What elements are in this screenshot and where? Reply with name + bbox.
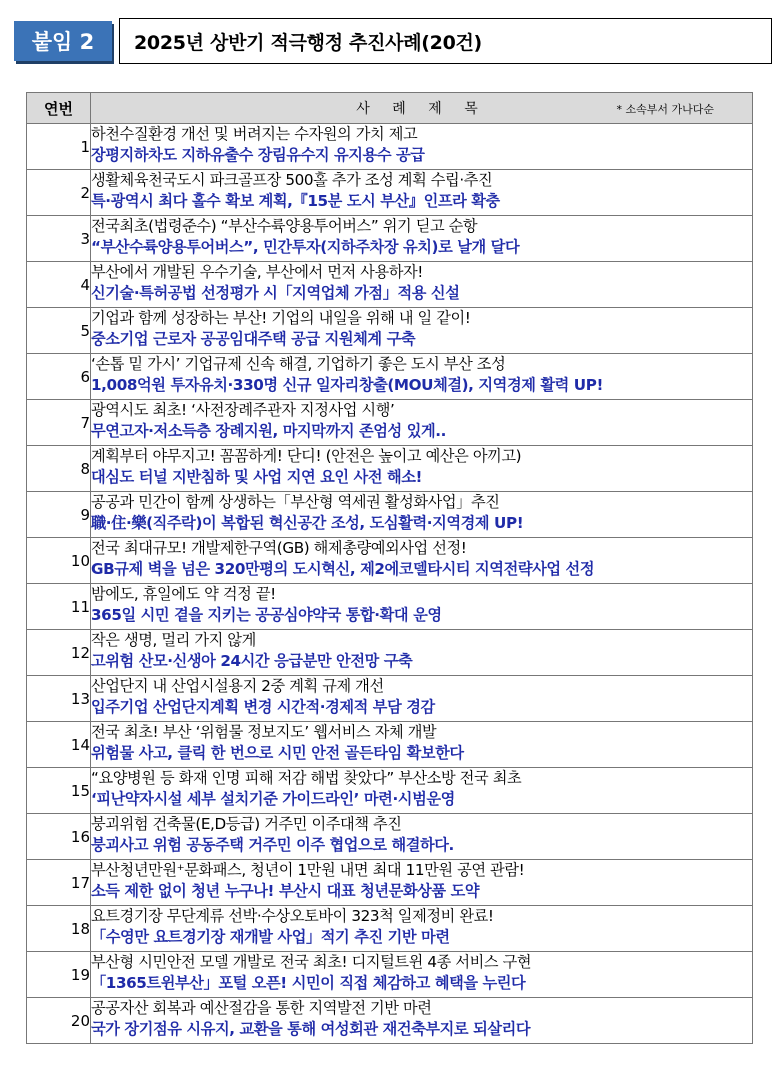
- document-header: [14, 18, 771, 64]
- row-content: [91, 308, 753, 354]
- row-content: [91, 952, 753, 998]
- table-row: [27, 768, 753, 814]
- case-title: 職·住·樂(직주락)이 복합된 혁신공간 조성, 도심활력·지역경제 UP!: [91, 514, 524, 532]
- case-subtitle: “요양병원 등 화재 인명 피해 저감 해법 찾았다” 부산소방 전국 최초: [91, 769, 522, 787]
- case-subtitle: 부산형 시민안전 모델 개발로 전국 최초! 디지털트윈 4종 서비스 구현: [91, 953, 532, 971]
- case-title: 장평지하차도 지하유출수 장림유수지 유지용수 공급: [91, 146, 425, 164]
- case-subtitle: 부산에서 개발된 우수기술, 부산에서 먼저 사용하자!: [91, 263, 423, 281]
- case-title: 「수영만 요트경기장 재개발 사업」적기 추진 기반 마련: [91, 928, 450, 946]
- row-content: [91, 492, 753, 538]
- row-number: 7: [27, 400, 91, 446]
- row-content: [91, 860, 753, 906]
- row-number: 10: [27, 538, 91, 584]
- case-subtitle: 하천수질환경 개선 및 버려지는 수자원의 가치 제고: [91, 125, 418, 143]
- case-title: 신기술·특허공법 선정평가 시「지역업체 가점」적용 신설: [91, 284, 460, 302]
- table-row: [27, 998, 753, 1044]
- row-number: 19: [27, 952, 91, 998]
- table-row: [27, 814, 753, 860]
- row-content: [91, 630, 753, 676]
- row-number: 14: [27, 722, 91, 768]
- case-title: 입주기업 산업단지계획 변경 시간적·경제적 부담 경감: [91, 698, 435, 716]
- row-content: [91, 170, 753, 216]
- row-content: [91, 722, 753, 768]
- case-subtitle: 공공과 민간이 함께 상생하는「부산형 역세권 활성화사업」추진: [91, 493, 500, 511]
- case-title: 1,008억원 투자유치·330명 신규 일자리창출(MOU체결), 지역경제 활력 UP!: [91, 376, 603, 394]
- case-subtitle: 생활체육천국도시 파크골프장 500홀 추가 조성 계획 수립·추진: [91, 171, 493, 189]
- case-subtitle: 광역시도 최초! ‘사전장례주관자 지정사업 시행’: [91, 401, 395, 419]
- table-row: [27, 584, 753, 630]
- row-content: [91, 538, 753, 584]
- case-subtitle: 요트경기장 무단계류 선박·수상오토바이 323척 일제정비 완료!: [91, 907, 494, 925]
- table-row: [27, 906, 753, 952]
- case-title: 중소기업 근로자 공공임대주택 공급 지원체계 구축: [91, 330, 416, 348]
- table-row: [27, 492, 753, 538]
- row-number: 3: [27, 216, 91, 262]
- row-number: 15: [27, 768, 91, 814]
- case-title: 대심도 터널 지반침하 및 사업 지연 요인 사전 해소!: [91, 468, 423, 486]
- row-content: [91, 262, 753, 308]
- row-content: [91, 814, 753, 860]
- row-number: 13: [27, 676, 91, 722]
- table-body: [27, 124, 753, 1044]
- cases-table: [26, 92, 753, 1044]
- row-content: [91, 906, 753, 952]
- case-title: 소득 제한 없이 청년 누구나! 부산시 대표 청년문화상품 도약: [91, 882, 480, 900]
- case-title: 365일 시민 곁을 지키는 공공심야약국 통합·확대 운영: [91, 606, 442, 624]
- row-number: 9: [27, 492, 91, 538]
- row-content: [91, 446, 753, 492]
- table-row: [27, 952, 753, 998]
- case-title: “부산수륙양용투어버스”, 민간투자(지하주차장 유치)로 날개 달다: [91, 238, 520, 256]
- table-row: [27, 308, 753, 354]
- case-subtitle: 산업단지 내 산업시설용지 2중 계획 규제 개선: [91, 677, 384, 695]
- sort-note: * 소속부서 가나다순: [616, 103, 714, 116]
- row-number: 1: [27, 124, 91, 170]
- table-row: [27, 538, 753, 584]
- row-number: 2: [27, 170, 91, 216]
- row-number: 17: [27, 860, 91, 906]
- case-subtitle: 공공자산 회복과 예산절감을 통한 지역발전 기반 마련: [91, 999, 432, 1017]
- table-row: [27, 676, 753, 722]
- case-title: 고위험 산모·신생아 24시간 응급분만 안전망 구축: [91, 652, 413, 670]
- case-title: 위험물 사고, 클릭 한 번으로 시민 안전 골든타임 확보한다: [91, 744, 464, 762]
- case-subtitle: 전국 최초! 부산 ‘위험물 정보지도’ 웹서비스 자체 개발: [91, 723, 437, 741]
- table-row: [27, 354, 753, 400]
- row-content: [91, 216, 753, 262]
- row-content: [91, 676, 753, 722]
- column-header-title: [91, 93, 753, 124]
- row-number: 20: [27, 998, 91, 1044]
- row-number: 12: [27, 630, 91, 676]
- case-subtitle: 전국최초(법령준수) “부산수륙양용투어버스” 위기 딛고 순항: [91, 217, 478, 235]
- row-content: [91, 768, 753, 814]
- row-content: [91, 400, 753, 446]
- table-row: [27, 124, 753, 170]
- row-content: [91, 998, 753, 1044]
- table-row: [27, 170, 753, 216]
- row-content: [91, 124, 753, 170]
- case-subtitle: 밤에도, 휴일에도 약 걱정 끝!: [91, 585, 276, 603]
- attachment-tag: 붙임 2: [14, 21, 112, 61]
- case-title: GB규제 벽을 넘은 320만평의 도시혁신, 제2에코델타시티 지역전략사업 선정: [91, 560, 595, 578]
- case-subtitle: 부산청년만원⁺문화패스, 청년이 1만원 내면 최대 11만원 공연 관람!: [91, 861, 525, 879]
- case-subtitle: 기업과 함께 성장하는 부산! 기업의 내일을 위해 내 일 같이!: [91, 309, 471, 327]
- row-number: 5: [27, 308, 91, 354]
- case-title: 「1365트윈부산」포털 오픈! 시민이 직접 체감하고 혜택을 누린다: [91, 974, 526, 992]
- table-row: [27, 216, 753, 262]
- row-number: 11: [27, 584, 91, 630]
- case-subtitle: 작은 생명, 멀리 가지 않게: [91, 631, 256, 649]
- document-title: 2025년 상반기 적극행정 추진사례(20건): [134, 31, 482, 54]
- case-title: 국가 장기점유 시유지, 교환을 통해 여성회관 재건축부지로 되살리다: [91, 1020, 531, 1038]
- table-row: [27, 400, 753, 446]
- column-header-title-label: 사 례 제 목: [356, 101, 487, 117]
- table-header-row: [27, 93, 753, 124]
- case-subtitle: 계획부터 야무지고! 꼼꼼하게! 단디! (안전은 높이고 예산은 아끼고): [91, 447, 522, 465]
- table-row: [27, 860, 753, 906]
- row-number: 6: [27, 354, 91, 400]
- row-number: 4: [27, 262, 91, 308]
- row-number: 18: [27, 906, 91, 952]
- row-number: 16: [27, 814, 91, 860]
- column-header-number: 연번: [27, 93, 91, 124]
- table-row: [27, 630, 753, 676]
- table-row: [27, 262, 753, 308]
- table-row: [27, 722, 753, 768]
- case-subtitle: ‘손톱 밑 가시’ 기업규제 신속 해결, 기업하기 좋은 도시 부산 조성: [91, 355, 506, 373]
- case-title: 특·광역시 최다 홀수 확보 계획,『15분 도시 부산』인프라 확충: [91, 192, 500, 210]
- case-title: ‘피난약자시설 세부 설치기준 가이드라인’ 마련·시범운영: [91, 790, 455, 808]
- table-row: [27, 446, 753, 492]
- title-box: [119, 18, 772, 64]
- row-content: [91, 584, 753, 630]
- case-title: 붕괴사고 위험 공동주택 거주민 이주 협업으로 해결하다.: [91, 836, 454, 854]
- case-title: 무연고자·저소득층 장례지원, 마지막까지 존엄성 있게..: [91, 422, 446, 440]
- row-content: [91, 354, 753, 400]
- case-subtitle: 붕괴위험 건축물(E,D등급) 거주민 이주대책 추진: [91, 815, 402, 833]
- case-subtitle: 전국 최대규모! 개발제한구역(GB) 해제총량예외사업 선정!: [91, 539, 467, 557]
- row-number: 8: [27, 446, 91, 492]
